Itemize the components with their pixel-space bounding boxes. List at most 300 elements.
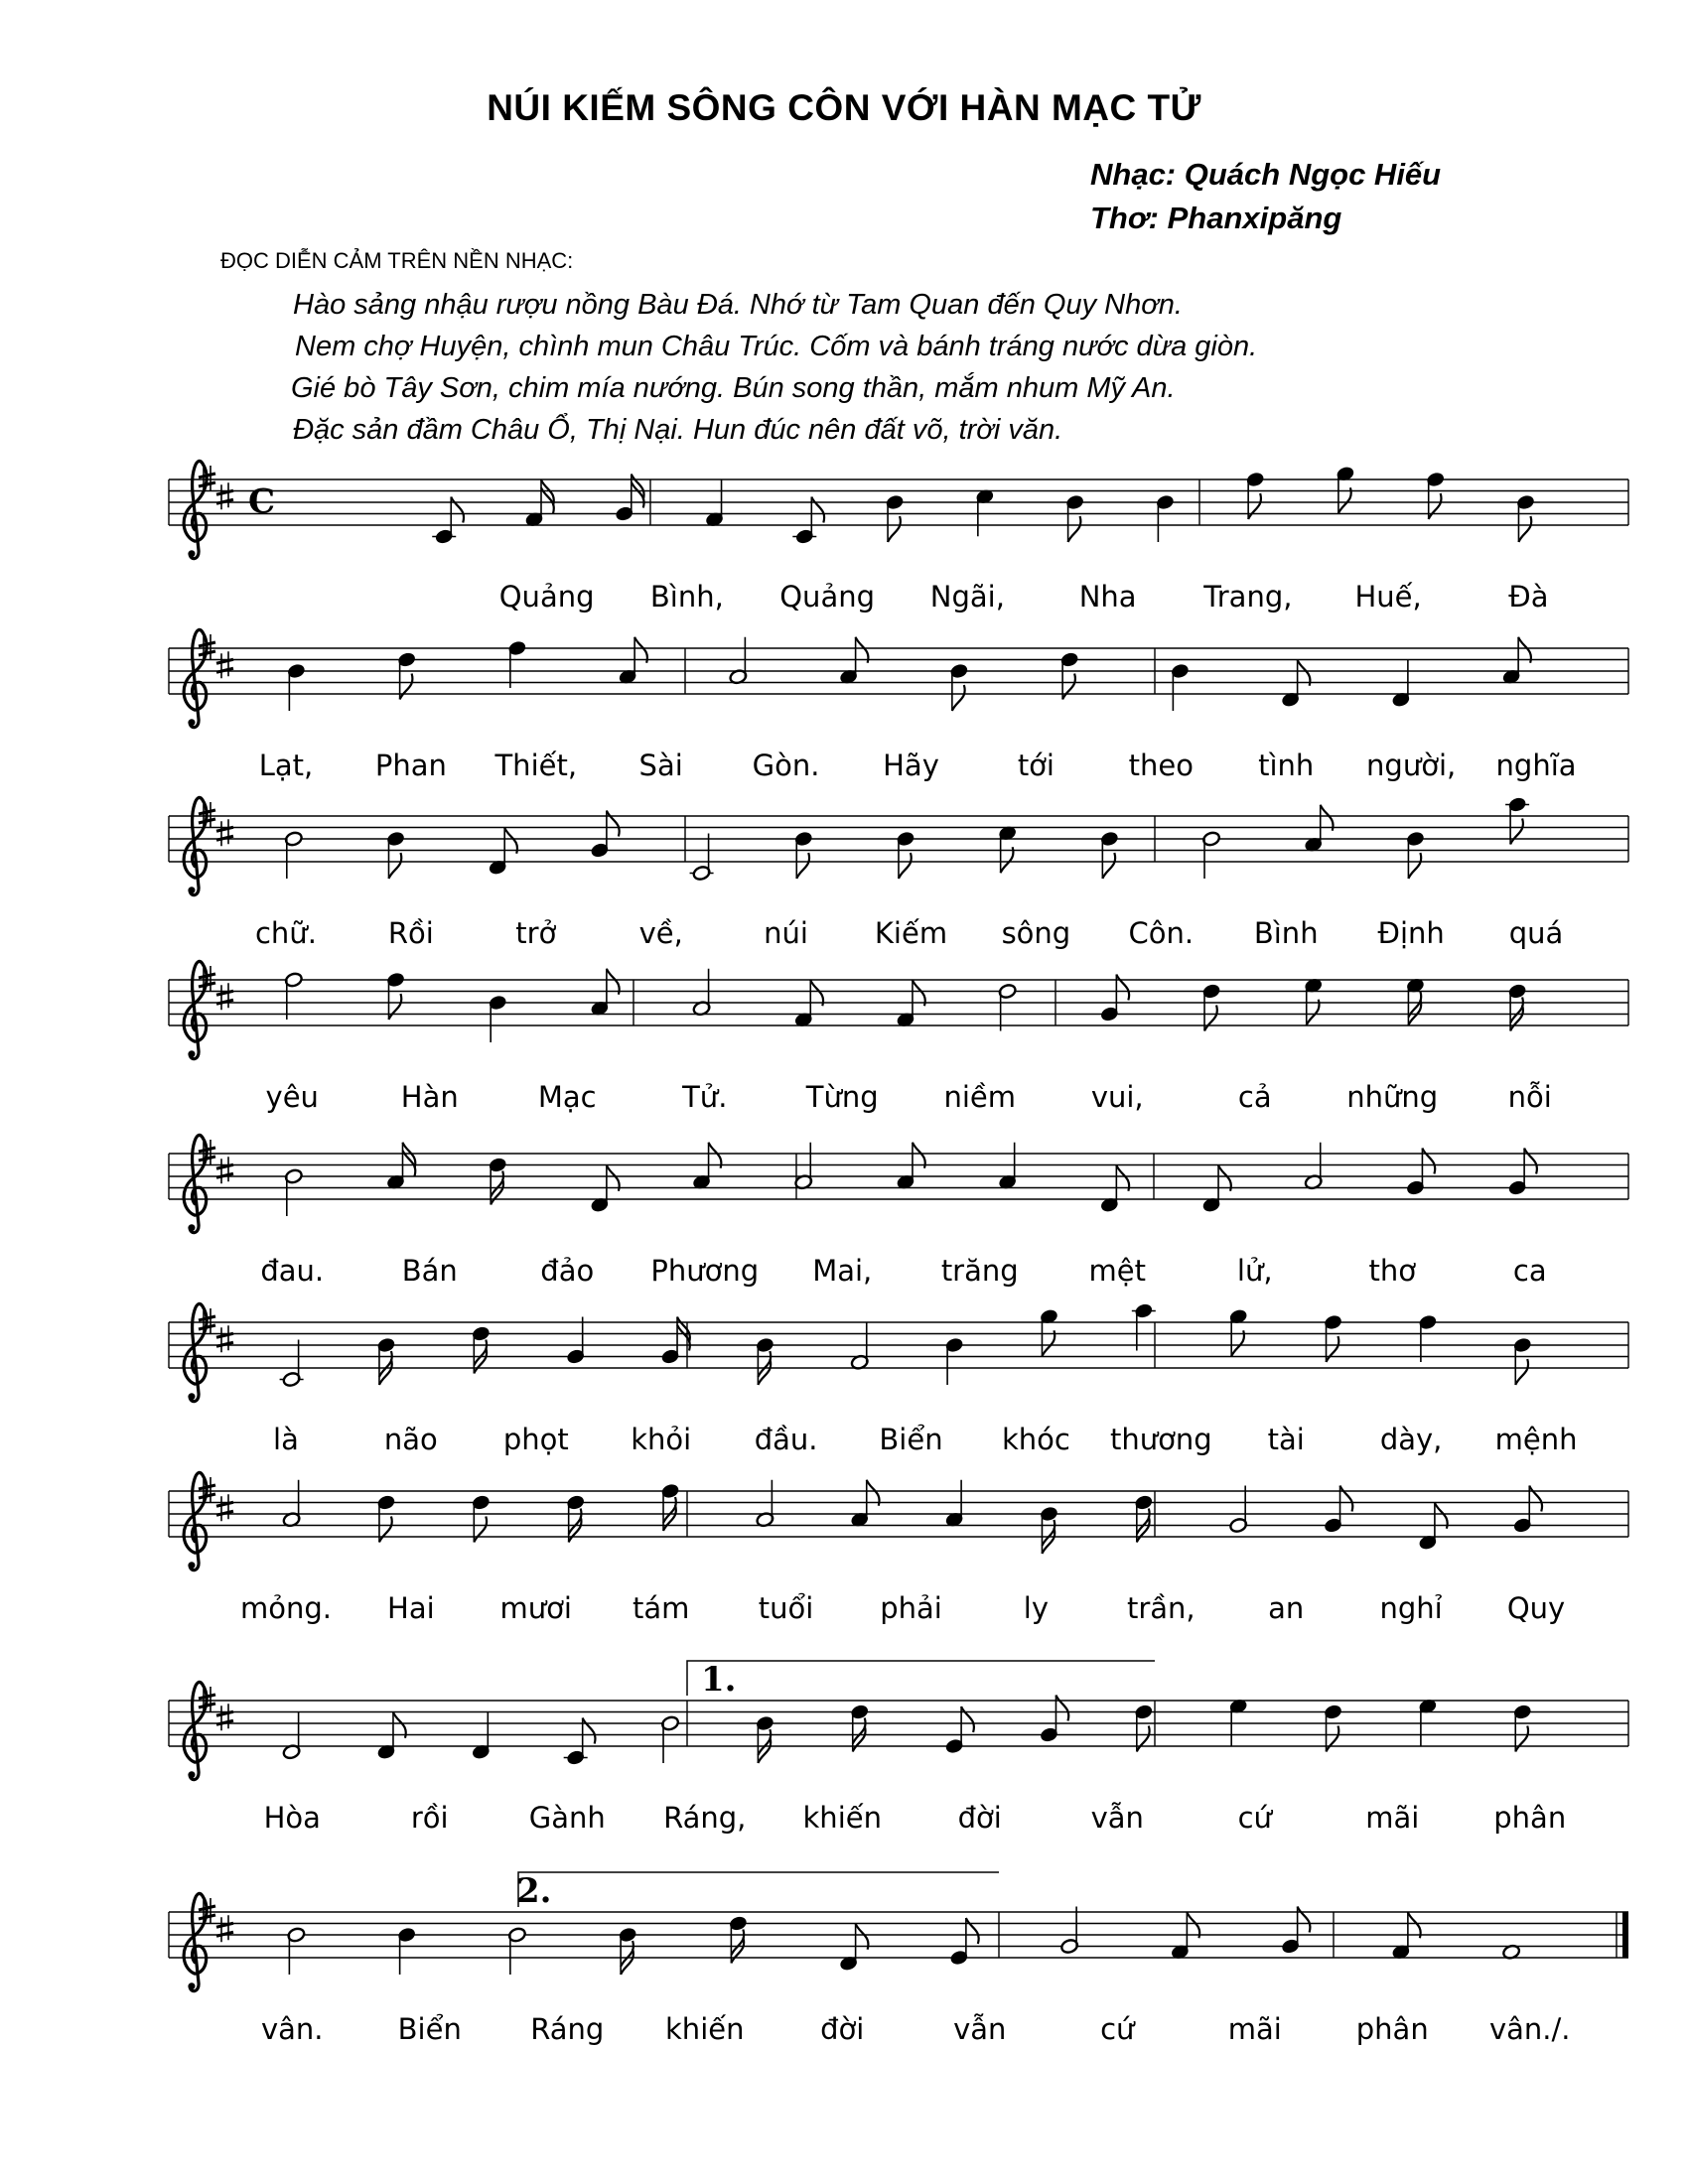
lyric-word: chữ. [254, 916, 317, 950]
flag [474, 1517, 487, 1543]
sharp-icon [216, 819, 233, 846]
lyric-word: Thiết, [494, 749, 578, 782]
note [564, 1718, 596, 1766]
note [1324, 1314, 1342, 1362]
sharp-bar [199, 642, 215, 646]
lyric-word: Mai, [812, 1254, 873, 1288]
note [1508, 1149, 1537, 1196]
lyric-credit: Thơ: Phanxipăng [1090, 201, 1342, 235]
flag [663, 1497, 676, 1523]
flag [1422, 1149, 1435, 1174]
lyric-word: Ráng, [663, 1801, 747, 1835]
note [432, 497, 464, 545]
flag [1529, 1486, 1542, 1512]
lyric-word: khóc [1001, 1423, 1070, 1456]
staff-system [169, 961, 1628, 1114]
flag [811, 497, 824, 523]
note [1336, 466, 1354, 513]
sharp-icon [216, 1494, 233, 1521]
flag [1062, 674, 1075, 700]
lyric-word: những [1346, 1080, 1439, 1114]
flag [966, 1918, 979, 1944]
note [1246, 472, 1265, 519]
note [661, 1715, 680, 1763]
treble-clef-dot [189, 887, 196, 893]
lyric-word: khiến [665, 2012, 745, 2046]
note [1229, 1699, 1248, 1746]
note [1304, 805, 1333, 853]
flag [1042, 1520, 1055, 1546]
sharp-icon [216, 1915, 233, 1942]
note [1100, 831, 1119, 879]
flag [758, 1729, 771, 1755]
note [280, 1340, 304, 1388]
note [756, 1480, 774, 1528]
lyric-word: Gòn. [752, 749, 820, 782]
staff-system [169, 1135, 1628, 1288]
sharp-bar [199, 1915, 215, 1919]
flag [1518, 516, 1531, 542]
intro-label: ĐỌC DIỄN CẢM TRÊN NỀN NHẠC: [220, 248, 574, 273]
flag [607, 811, 620, 837]
volta-bracket [687, 1661, 1155, 1696]
sharp-bar [199, 1704, 215, 1707]
flag [569, 1509, 582, 1535]
note [1324, 1486, 1352, 1534]
note [1418, 1699, 1437, 1746]
lyric-word: thơ [1368, 1254, 1416, 1288]
flag [1116, 975, 1129, 1001]
lyric-word: phọt [502, 1423, 569, 1456]
lyric-word: Hòa [263, 1801, 321, 1835]
note [566, 1494, 585, 1542]
lyric-word: tình [1258, 749, 1315, 782]
lyric-word: Biển [879, 1423, 943, 1456]
treble-clef-dot [189, 1224, 196, 1231]
treble-clef-dot [189, 1982, 196, 1989]
lyric-word: Hàn [400, 1080, 459, 1114]
flag [1248, 493, 1261, 519]
sharp-bar [199, 1325, 215, 1329]
lyric-word: vân. [260, 2012, 324, 2046]
lyric-word: Bình [1253, 916, 1319, 950]
note [619, 1927, 637, 1975]
lyric-word: Tử. [682, 1080, 728, 1114]
flag [1327, 1726, 1339, 1752]
flag [474, 1340, 487, 1366]
lyric-word: tuổi [758, 1591, 814, 1625]
lyric-word: phân [1493, 1801, 1567, 1835]
note [1132, 1302, 1156, 1350]
note [850, 1322, 869, 1370]
lyric-word: Hãy [883, 749, 939, 782]
lyric-word: Lạt, [258, 749, 314, 782]
sharp-bar [199, 1316, 215, 1320]
flag [1298, 1907, 1311, 1933]
note [397, 1927, 416, 1975]
note [376, 1494, 395, 1542]
sharp-bar [199, 1494, 215, 1498]
note [1171, 1912, 1199, 1960]
flag [1429, 493, 1442, 519]
note [1281, 1907, 1310, 1955]
treble-clef-dot [189, 1050, 196, 1057]
flag [796, 853, 809, 879]
note [1324, 1704, 1342, 1751]
flag [853, 1718, 866, 1744]
note [590, 1165, 619, 1213]
staff-system [169, 1871, 1628, 2046]
lyric-word: lử, [1236, 1254, 1273, 1288]
lyric-word: Ráng [530, 2012, 605, 2046]
lyric-word: Từng [805, 1080, 879, 1114]
flag [389, 853, 402, 879]
note [1100, 975, 1129, 1023]
note [590, 969, 619, 1017]
note [945, 1480, 964, 1528]
lyric-word: núi [764, 916, 809, 950]
flag [952, 685, 965, 711]
note [284, 1168, 303, 1216]
staff-system [169, 629, 1628, 782]
flag [1102, 853, 1115, 879]
note [1065, 494, 1084, 542]
staff-system [169, 1302, 1628, 1456]
note [1418, 1314, 1437, 1362]
volta-2-label: 2. [516, 1871, 552, 1911]
note [705, 479, 724, 527]
staff-system [169, 1660, 1628, 1835]
note [472, 1712, 491, 1760]
note [1040, 1506, 1058, 1554]
note [1040, 1308, 1058, 1356]
lyric-word: khỏi [631, 1423, 692, 1456]
note [1502, 637, 1531, 685]
sharp-bar [199, 1148, 215, 1152]
lyric-word: người, [1366, 749, 1457, 782]
note [886, 494, 905, 542]
flag [1327, 1336, 1339, 1362]
note [507, 640, 526, 688]
lyric-word: phân [1355, 2012, 1429, 2046]
lyric-word: Đà [1508, 580, 1549, 614]
note [794, 831, 813, 879]
note [1508, 983, 1527, 1030]
lyric-word: Bán [401, 1254, 458, 1288]
note [566, 1317, 585, 1365]
note [472, 1325, 491, 1373]
flag [1524, 1149, 1537, 1174]
lyric-word: Rồi [387, 916, 434, 950]
sharp-bar [199, 1906, 215, 1910]
sharp-icon [216, 482, 233, 509]
treble-clef-dot [189, 1393, 196, 1400]
note [896, 831, 914, 879]
lyric-word: sông [1001, 916, 1071, 950]
note [998, 825, 1017, 873]
note [1202, 1165, 1231, 1213]
lyric-word: vẫn [1090, 1801, 1144, 1835]
note [1060, 1907, 1079, 1955]
note [949, 1918, 978, 1966]
note [1418, 1503, 1447, 1551]
note [1060, 651, 1079, 699]
flag [583, 1718, 596, 1744]
poem-line: Đặc sản đầm Châu Ổ, Thị Nại. Hun đúc nên đất võ, trời văn. [293, 414, 1063, 446]
sharp-bar [199, 651, 215, 655]
lyric-word: an [1268, 1591, 1305, 1625]
lyric-word: khiến [802, 1801, 882, 1835]
note [1391, 660, 1410, 708]
lyric-word: mãi [1227, 2012, 1282, 2046]
lyric-word: Quảng [498, 580, 595, 614]
flag [632, 482, 644, 508]
note [284, 972, 303, 1020]
note [1134, 1704, 1153, 1751]
note [1513, 1337, 1532, 1385]
sharp-bar [199, 1157, 215, 1160]
sharp-icon [216, 1157, 233, 1183]
lyric-word: đau. [260, 1254, 325, 1288]
note [1171, 663, 1190, 711]
note [386, 1143, 415, 1190]
note [472, 1494, 491, 1542]
note [949, 663, 968, 711]
staff-system [169, 1472, 1628, 1625]
note [1281, 660, 1310, 708]
note [524, 479, 553, 527]
lyric-word: đời [820, 2012, 865, 2046]
note [1156, 494, 1175, 542]
note [1516, 494, 1535, 542]
lyric-word: Phan [374, 749, 447, 782]
note [1406, 831, 1425, 879]
note [896, 1143, 924, 1190]
sharp-bar [199, 810, 215, 814]
note [1505, 796, 1529, 844]
lyric-word: cứ [1237, 1801, 1272, 1835]
poem-line: Gié bò Tây Sơn, chim mía nướng. Bún song thần, mắm nhum Mỹ An. [291, 372, 1176, 404]
note [489, 1157, 507, 1204]
lyric-word: đời [957, 1801, 1002, 1835]
note [896, 980, 924, 1027]
flag [1515, 1726, 1528, 1752]
note [661, 1317, 690, 1365]
flag [621, 1941, 633, 1967]
flag [888, 516, 901, 542]
note [1134, 1494, 1153, 1542]
flag [1510, 998, 1523, 1024]
treble-clef-dot [189, 719, 196, 726]
lyric-word: Trang, [1203, 580, 1293, 614]
lyric-word: tới [1017, 749, 1055, 782]
note [1229, 1308, 1248, 1356]
flag [1204, 1006, 1217, 1031]
note [975, 488, 994, 536]
lyric-word: Nha [1078, 580, 1137, 614]
flag [400, 674, 413, 700]
lyric-word: mãi [1365, 1801, 1420, 1835]
poem-line: Nem chợ Huyện, chình mun Châu Trúc. Cốm và bánh tráng nước dừa giòn. [295, 331, 1258, 362]
lyric-word: ca [1512, 1254, 1547, 1288]
lyric-word: Côn. [1128, 916, 1195, 950]
note [661, 1483, 680, 1531]
lyric-word: Kiếm [874, 916, 948, 950]
lyric-word: Bình, [649, 580, 724, 614]
volta-bracket [518, 1872, 999, 1907]
note [282, 1480, 301, 1528]
note [489, 995, 507, 1042]
note [1100, 1165, 1129, 1213]
lyric-word: trăng [940, 1254, 1019, 1288]
note [615, 475, 643, 522]
note [839, 1924, 868, 1972]
lyric-word: Quảng [779, 580, 876, 614]
note [945, 1337, 964, 1385]
lyric-word: Huế, [1354, 580, 1422, 614]
lyric-word: quá [1508, 916, 1564, 950]
lyric-word: nghỉ [1379, 1591, 1443, 1625]
note [794, 980, 823, 1027]
flag [677, 1325, 690, 1351]
note [945, 1706, 974, 1754]
sharp-icon [216, 1325, 233, 1352]
flag [1055, 1696, 1068, 1721]
note [692, 969, 711, 1017]
flag [379, 1351, 392, 1377]
lyric-word: Mạc [537, 1080, 597, 1114]
note [287, 663, 306, 711]
lyric-word: mệt [1088, 1254, 1146, 1288]
lyric-word: nỗi [1507, 1080, 1552, 1114]
flag [1137, 1509, 1150, 1535]
flag [379, 1517, 392, 1543]
lyric-word: ly [1023, 1591, 1050, 1625]
lyric-word: nghĩa [1495, 749, 1577, 782]
note [756, 1715, 774, 1763]
treble-clef-dot [189, 1562, 196, 1569]
note [998, 1143, 1017, 1190]
note [1304, 978, 1323, 1025]
note [1513, 1486, 1542, 1534]
note [756, 1337, 774, 1385]
lyric-word: não [383, 1423, 438, 1456]
lyric-word: Ngãi, [929, 580, 1005, 614]
sharp-bar [199, 1695, 215, 1699]
note [792, 497, 824, 545]
note [1426, 472, 1445, 519]
flag [389, 994, 402, 1020]
lyric-word: trở [515, 916, 557, 950]
sharp-icon [216, 983, 233, 1010]
note [287, 1927, 306, 1975]
flag [1510, 819, 1523, 845]
note [1513, 1704, 1532, 1751]
lyric-word: vân./. [1488, 2012, 1571, 2046]
flag [961, 1706, 974, 1732]
lyric-word: đầu. [754, 1423, 818, 1456]
lyric-word: mệnh [1494, 1423, 1578, 1456]
lyric-word: Sài [638, 749, 683, 782]
flag [451, 497, 464, 523]
staff-system [169, 461, 1628, 614]
note [489, 828, 517, 876]
note [1406, 978, 1425, 1025]
treble-clef-dot [189, 1771, 196, 1778]
treble-clef-dot [189, 550, 196, 557]
lyric-word: mươi [499, 1591, 572, 1625]
note [386, 972, 405, 1020]
lyric-word: Phương [650, 1254, 760, 1288]
lyric-word: phải [880, 1591, 942, 1625]
flag [1068, 516, 1081, 542]
lyric-word: Gành [528, 1801, 606, 1835]
note [692, 1143, 721, 1190]
lyric-word: dày, [1379, 1423, 1443, 1456]
lyric-word: Quy [1506, 1591, 1566, 1625]
note [839, 637, 868, 685]
note [376, 1337, 395, 1385]
lyric-word: yêu [265, 1080, 319, 1114]
sharp-bar [199, 1485, 215, 1489]
flag [731, 1930, 744, 1956]
lyric-word: trần, [1126, 1591, 1196, 1625]
lyric-word: cứ [1100, 2012, 1135, 2046]
sharp-icon [216, 651, 233, 678]
note [386, 831, 405, 879]
note [1406, 1149, 1435, 1196]
lyric-word: đảo [540, 1254, 595, 1288]
lyric-word: tài [1267, 1423, 1305, 1456]
lyric-word: thương [1109, 1423, 1212, 1456]
sharp-bar [199, 819, 215, 823]
flag [1340, 1486, 1353, 1512]
note [590, 811, 619, 859]
note [376, 1712, 405, 1760]
note [284, 831, 303, 879]
lyric-word: tám [632, 1591, 690, 1625]
lyric-word: vẫn [953, 2012, 1007, 2046]
sharp-bar [199, 474, 215, 478]
song-title: NÚI KIẾM SÔNG CÔN VỚI HÀN MẠC TỬ [487, 87, 1201, 128]
lyric-word: mỏng. [239, 1591, 332, 1625]
note [1229, 1486, 1248, 1534]
note [1391, 1912, 1420, 1960]
note [850, 1480, 879, 1528]
final-barline [1622, 1912, 1628, 1958]
sharp-bar [199, 482, 215, 486]
note [729, 637, 748, 685]
note [998, 983, 1017, 1030]
lyric-word: theo [1128, 749, 1194, 782]
note [1202, 831, 1221, 879]
note [729, 1915, 748, 1963]
note [619, 637, 647, 685]
note [850, 1704, 869, 1751]
volta-1-label: 1. [701, 1660, 737, 1700]
lyric-word: là [273, 1423, 299, 1456]
note [397, 651, 416, 699]
lyric-word: rồi [410, 1801, 449, 1835]
flag [491, 1171, 503, 1197]
lyric-word: cả [1237, 1080, 1272, 1114]
music-credit: Nhạc: Quách Ngọc Hiếu [1090, 157, 1442, 192]
lyric-word: Định [1377, 916, 1445, 950]
poem-line: Hào sảng nhậu rượu nồng Bàu Đá. Nhớ từ Tam Quan đến Quy Nhơn. [293, 289, 1183, 321]
lyric-word: niềm [943, 1080, 1017, 1114]
note [507, 1927, 526, 1975]
sharp-bar [199, 983, 215, 987]
